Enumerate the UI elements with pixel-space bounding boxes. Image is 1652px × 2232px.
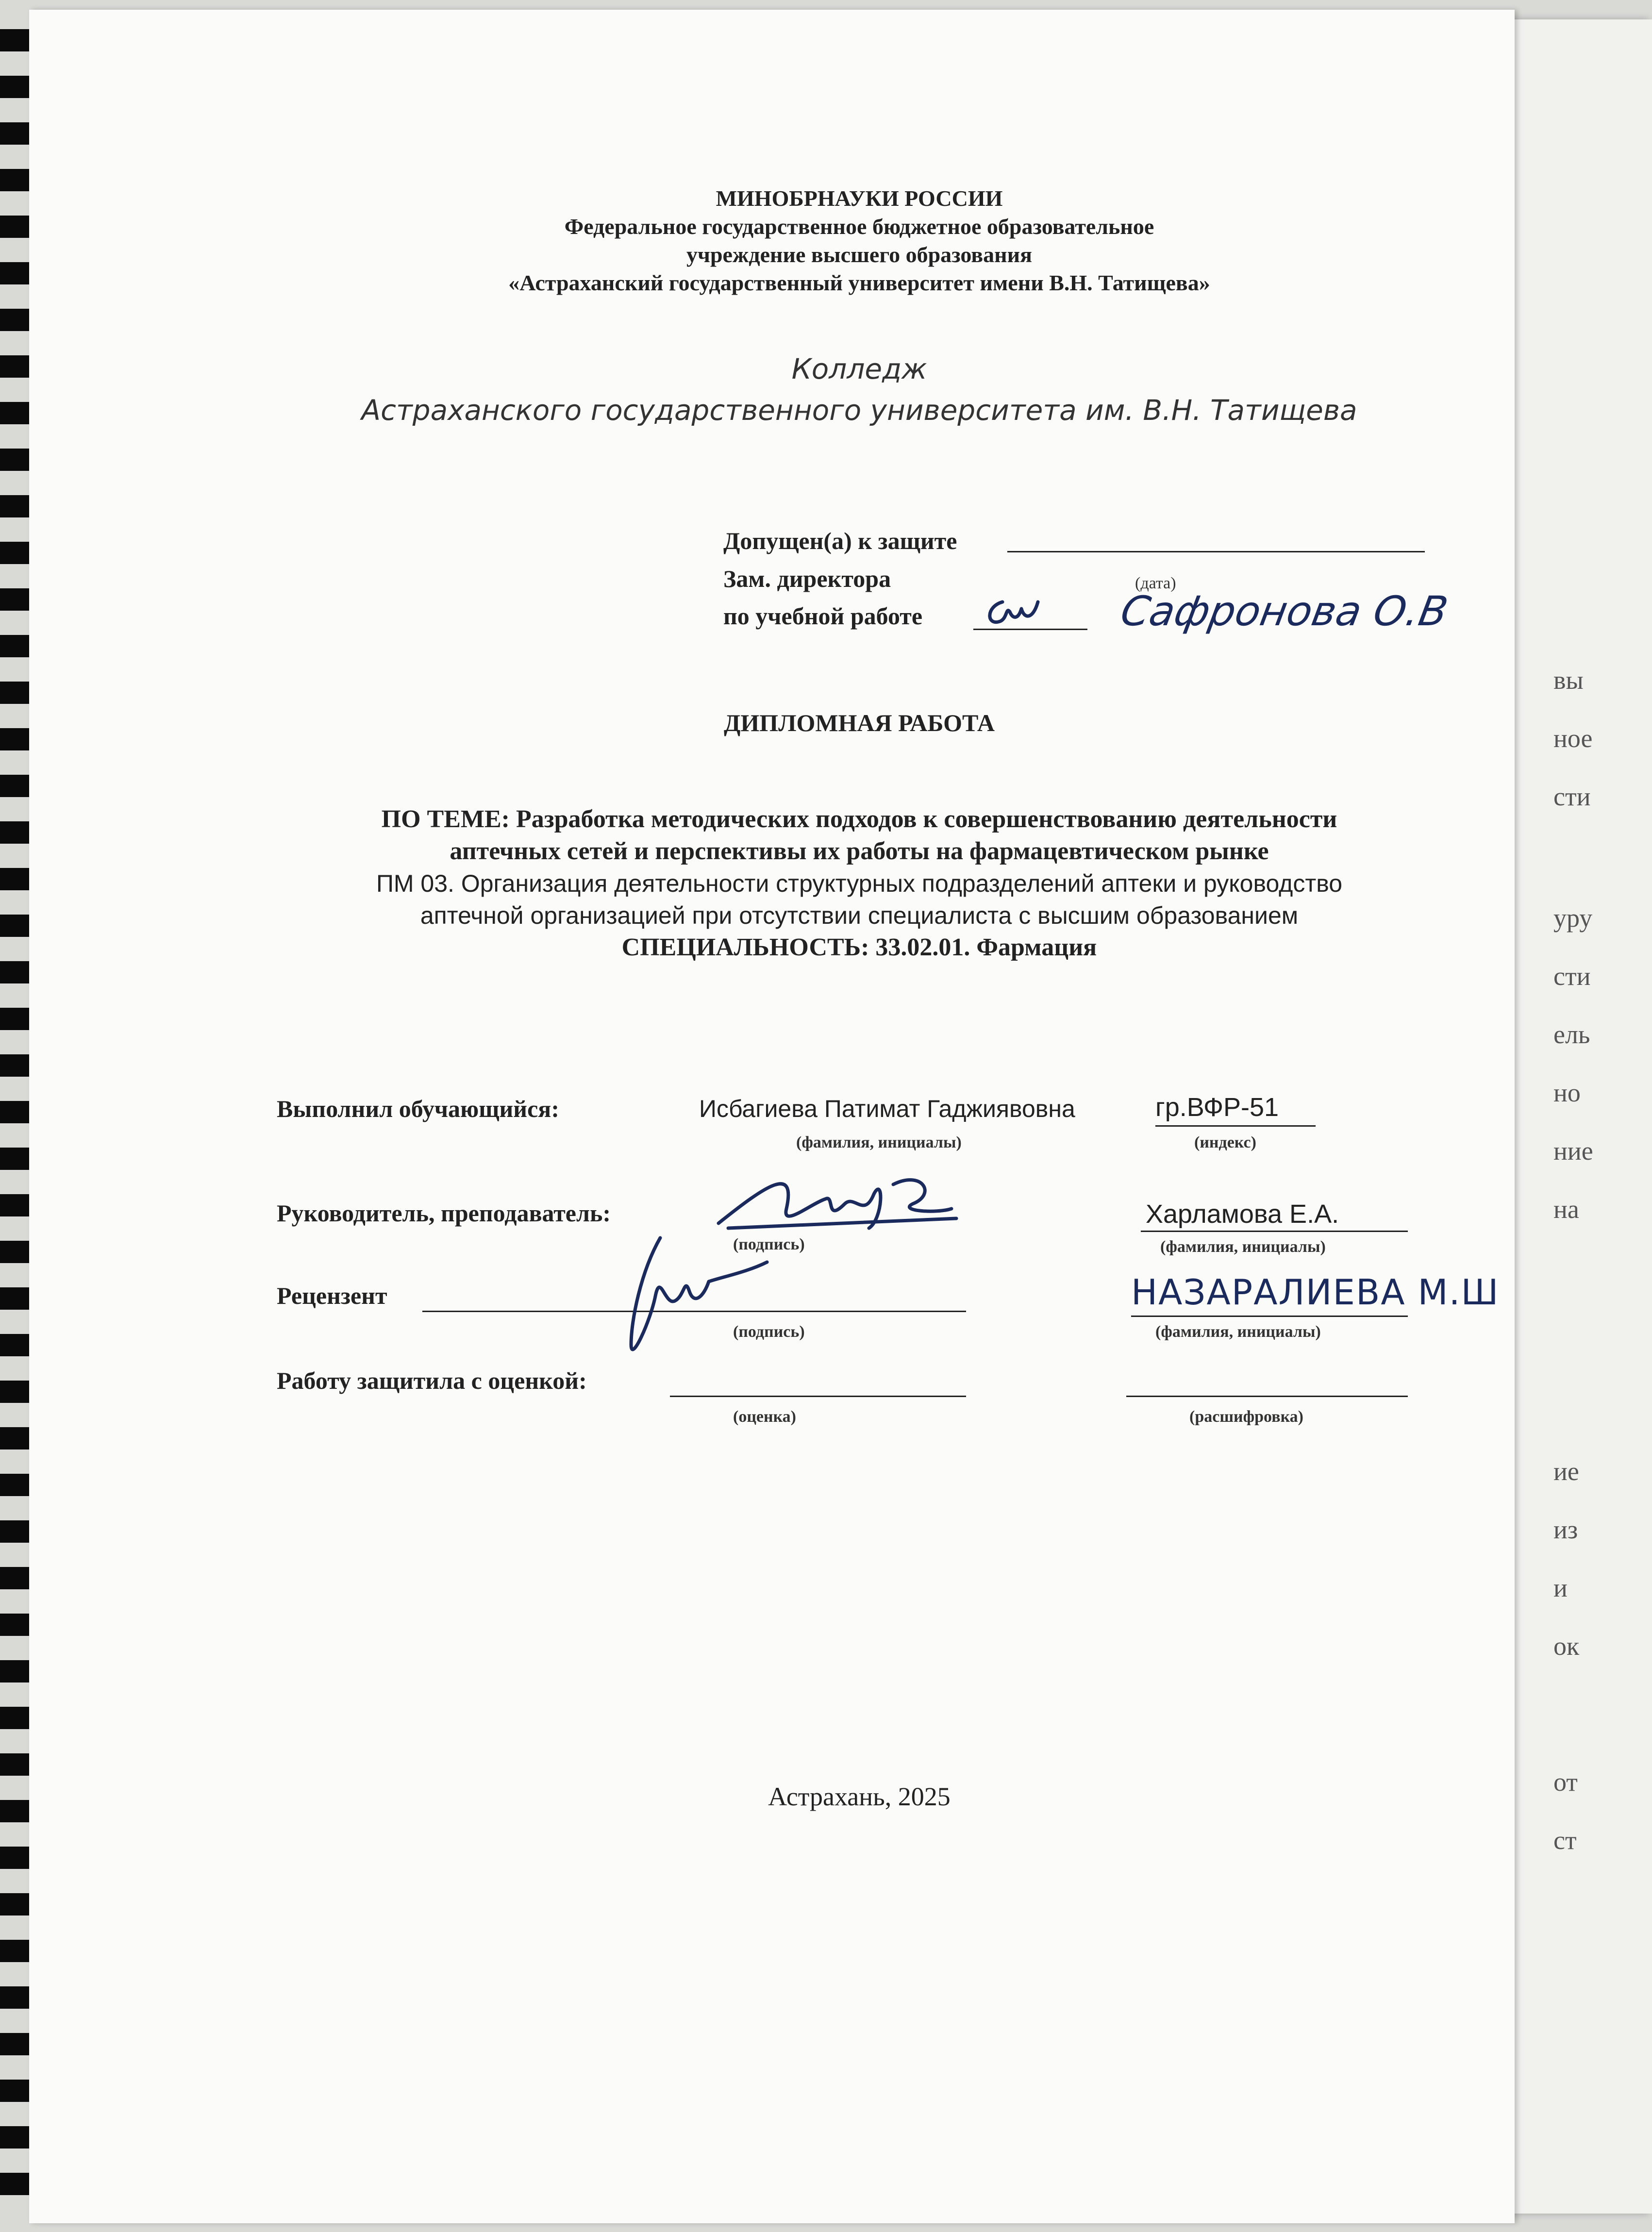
student-label: Выполнил обучающийся: (277, 1095, 559, 1122)
supervisor-name: Харламова Е.А. (1146, 1199, 1339, 1229)
supervisor-name-caption: (фамилия, инициалы) (1160, 1238, 1326, 1256)
back-page-fragment: ние (1553, 1136, 1593, 1166)
ministry-name: МИНОБРНАУКИ РОССИИ (716, 186, 1003, 211)
topic-line-2: аптечных сетей и перспективы их работы на фармацевтическом рынке (450, 837, 1269, 865)
title-page (29, 10, 1515, 2223)
specialty: СПЕЦИАЛЬНОСТЬ: 33.02.01. Фармация (621, 933, 1097, 961)
module-line-2: аптечной организацией при отсутствии специалиста с высшим образованием (420, 902, 1299, 929)
reviewer-name: НАЗАРАЛИЕВА М.Ш (1131, 1272, 1500, 1313)
back-page-fragment: ст (1553, 1826, 1577, 1855)
reviewer-label: Рецензент (277, 1282, 387, 1309)
university-name: «Астраханский государственный университет имени В.Н. Татищева» (508, 270, 1210, 295)
back-page-fragment: ие (1553, 1457, 1579, 1486)
institution-type: Федеральное государственное бюджетное образовательное (564, 214, 1154, 239)
back-page-fragment: на (1553, 1195, 1579, 1224)
student-group: гр.ВФР-51 (1155, 1093, 1279, 1122)
back-page-fragment: ное (1553, 724, 1593, 753)
date-line (1007, 551, 1425, 552)
deputy-signature-icon (981, 587, 1063, 631)
reviewer-name-caption: (фамилия, инициалы) (1155, 1323, 1321, 1341)
group-line (1155, 1125, 1316, 1127)
academic-label: по учебной работе (723, 602, 923, 630)
reviewer-name-line (1131, 1316, 1408, 1317)
supervisor-sign-caption: (подпись) (733, 1235, 805, 1253)
back-page-fragment: но (1553, 1078, 1581, 1107)
deputy-signature-name: Сафронова О.В (1117, 587, 1452, 635)
decoding-caption: (расшифровка) (1189, 1408, 1303, 1426)
underlying-page (1495, 19, 1652, 2214)
deputy-label: Зам. директора (723, 565, 891, 592)
grade-line (670, 1396, 966, 1397)
student-name: Исбагиева Патимат Гаджиявовна (699, 1095, 1075, 1122)
institution-level: учреждение высшего образования (686, 242, 1032, 267)
student-name-caption: (фамилия, инициалы) (796, 1133, 962, 1151)
reviewer-sign-caption: (подпись) (733, 1323, 805, 1341)
group-caption: (индекс) (1194, 1133, 1256, 1151)
decoding-line (1126, 1396, 1408, 1397)
grade-caption: (оценка) (733, 1408, 796, 1426)
supervisor-label: Руководитель, преподаватель: (277, 1199, 611, 1227)
back-page-fragment: из (1553, 1515, 1578, 1544)
back-page-fragment: ок (1553, 1632, 1580, 1661)
back-page-fragment: сти (1553, 962, 1591, 991)
college-subtitle: Астраханского государственного университета им. В.Н. Татищева (361, 394, 1357, 427)
city-year: Астрахань, 2025 (768, 1782, 951, 1811)
back-page-fragment: ель (1553, 1020, 1590, 1049)
module-line-1: ПМ 03. Организация деятельности структурных подразделений аптеки и руководство (376, 870, 1343, 897)
college-title: Колледж (791, 352, 927, 385)
back-page-fragment: и (1553, 1573, 1568, 1602)
back-page-fragment: вы (1553, 666, 1584, 695)
topic-line-1: ПО ТЕМЕ: Разработка методических подходов к совершенствованию деятельности (381, 805, 1337, 833)
back-page-fragment: сти (1553, 782, 1591, 811)
back-page-fragment: уру (1553, 903, 1593, 933)
supervisor-name-line (1141, 1231, 1408, 1232)
grade-label: Работу защитила с оценкой: (277, 1367, 587, 1394)
back-page-fragment: от (1553, 1767, 1578, 1797)
date-caption: (дата) (1135, 574, 1176, 592)
admitted-label: Допущен(а) к защите (723, 527, 957, 554)
document-title: ДИПЛОМНАЯ РАБОТА (724, 709, 995, 736)
